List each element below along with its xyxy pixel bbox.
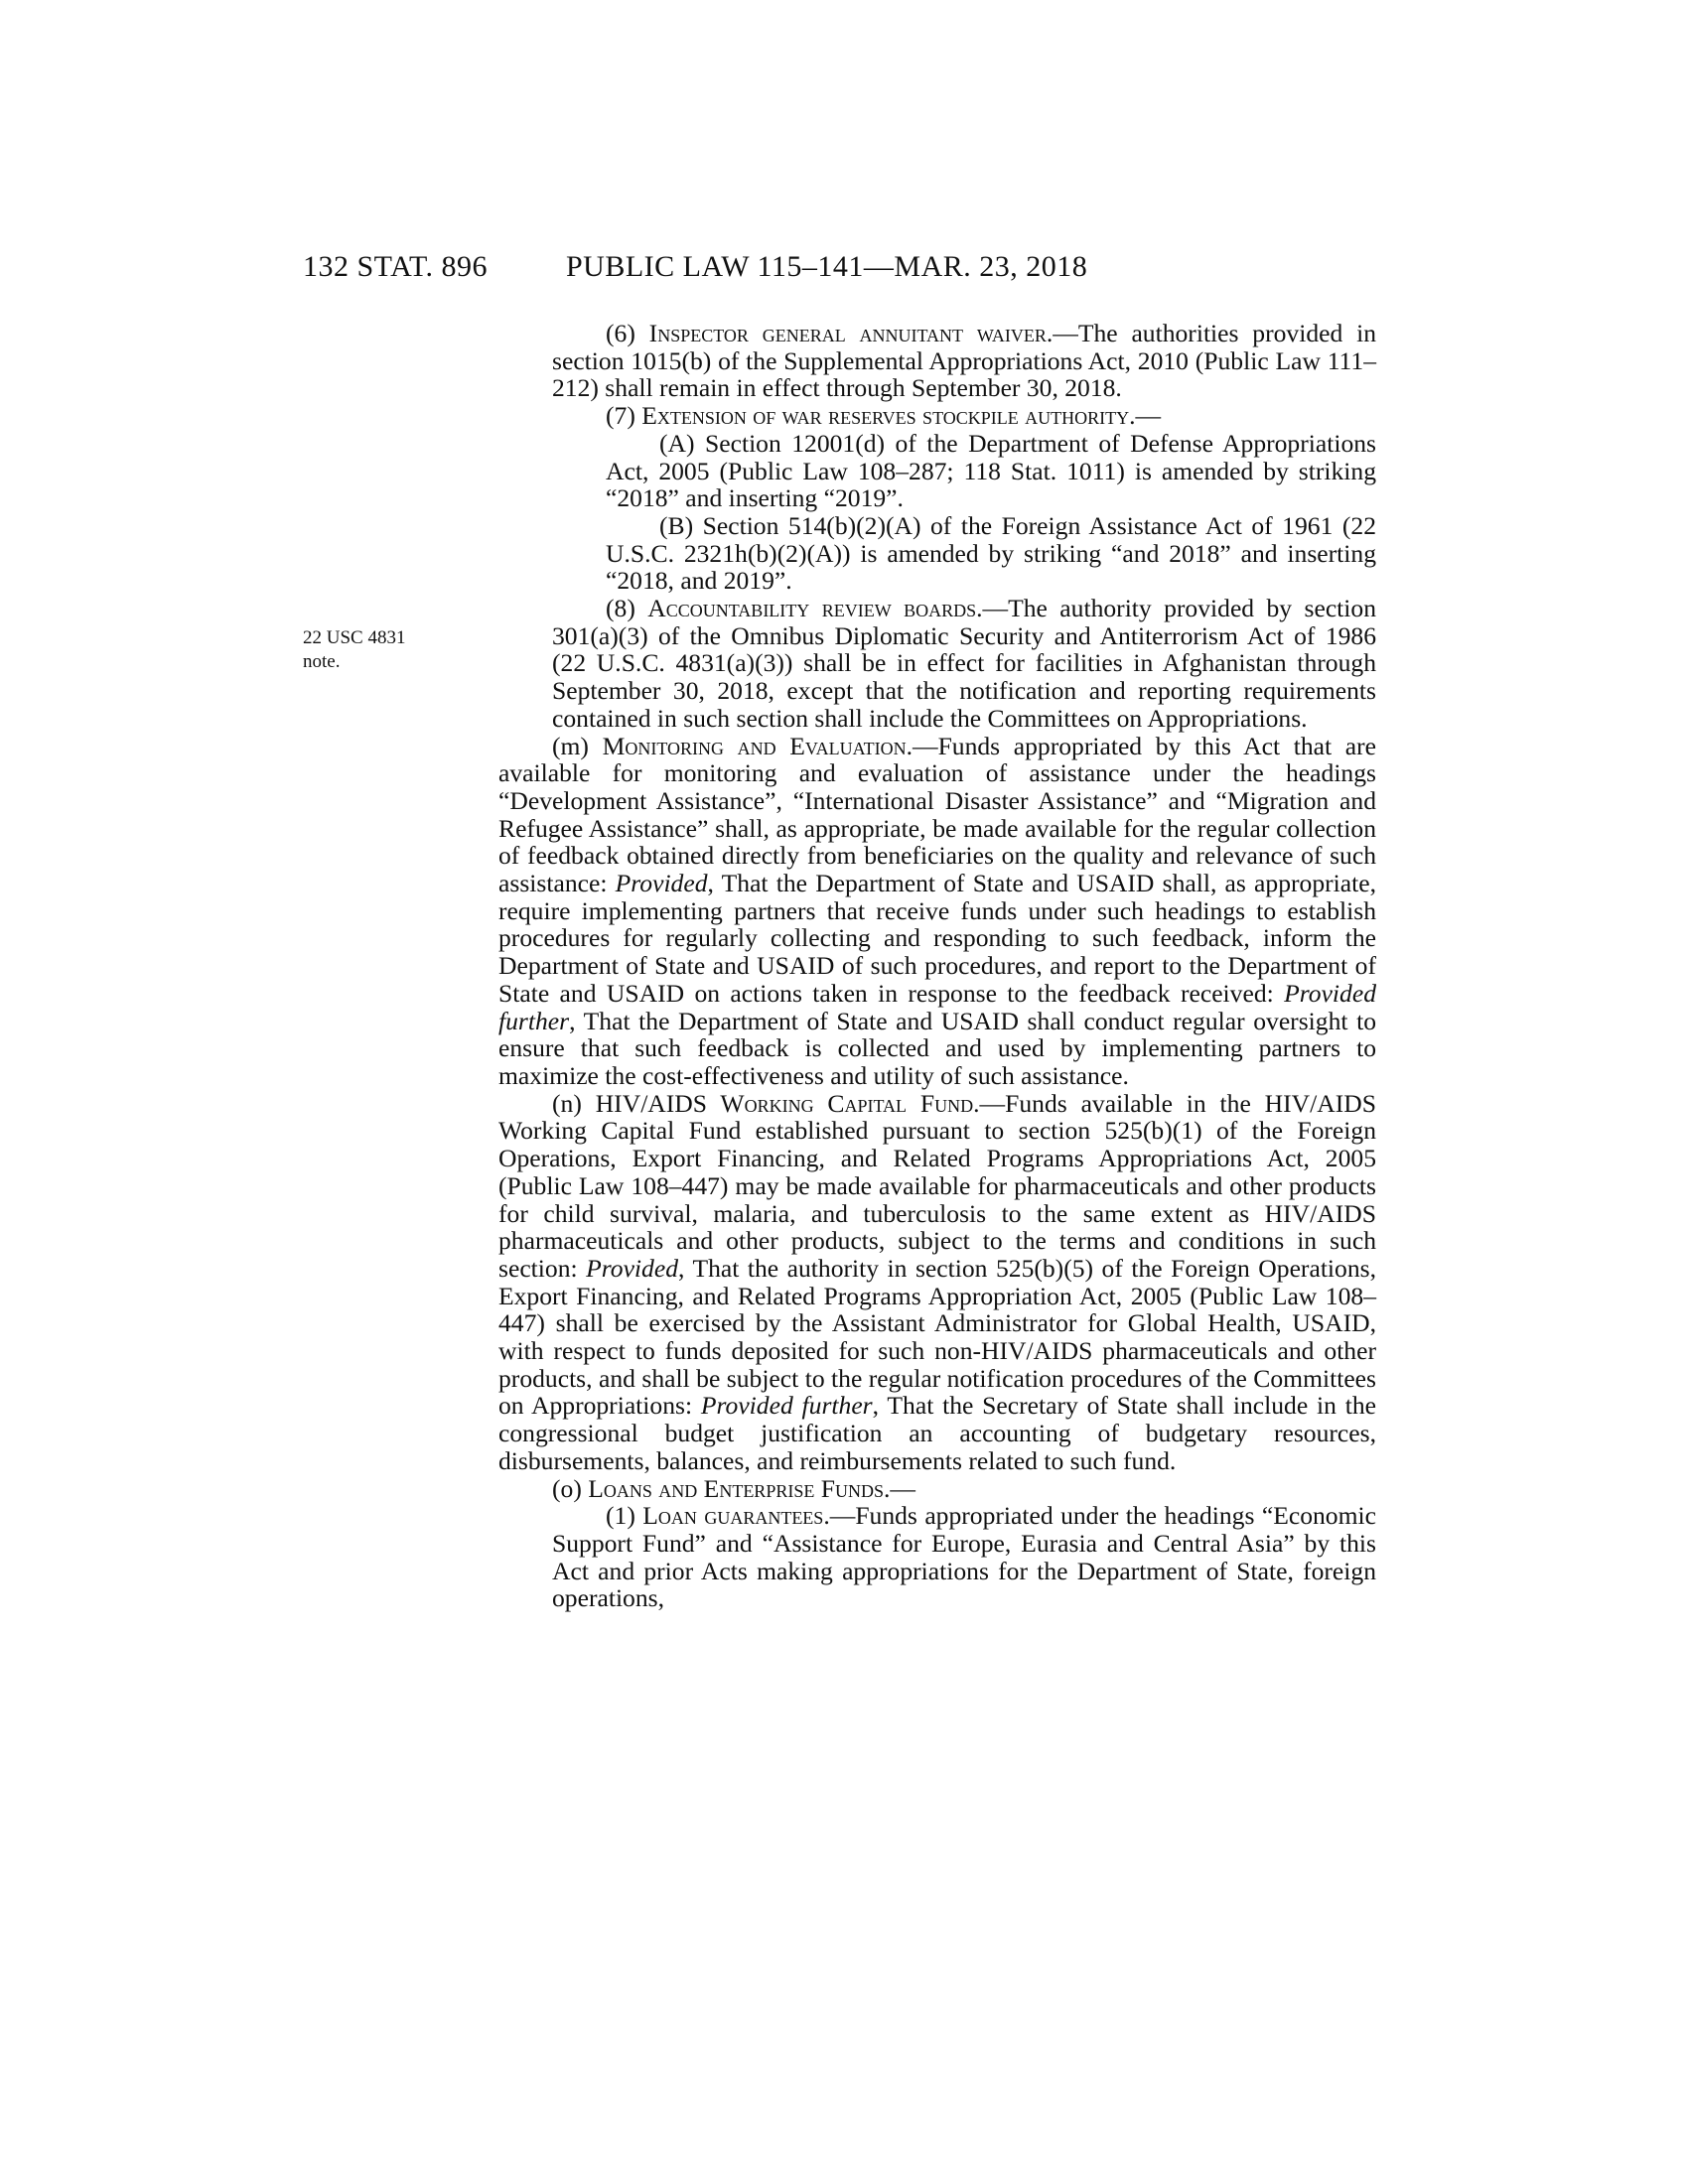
margin-note-line-1: 22 USC 4831	[303, 627, 406, 648]
running-head: PUBLIC LAW 115–141—MAR. 23, 2018	[566, 250, 1088, 283]
subsection-number: (n)	[552, 1088, 596, 1118]
subparagraph-7a	[498, 430, 1376, 512]
subsection-text: —Funds appropriated by this Act that are available for monitoring and evaluation of assistance under the headings “Development Assistance”, “International Disaster Assistance” and “Migration and Refugee Assistance” shall, as appropriate, be made available for the regular collection of feedback obtained directly from beneficiaries on the quality and relevance of such assistance:	[498, 731, 1376, 898]
paragraph-text: —Funds appropriated under the headings “Economic Support Fund” and “Assistance for Europe, Eurasia and Central Asia” by this Act and prior Acts making appropriations for the Department of State, foreign operations,	[552, 1501, 1376, 1613]
paragraph-text: (A) Section 12001(d) of the Department of Defense Appropriations Act, 2005 (Public Law 108–287; 118 Stat. 1011) is amended by striking “2018” and inserting “2019”.	[606, 428, 1376, 513]
page-header	[0, 250, 1688, 290]
subsection-number: (m)	[552, 731, 603, 760]
proviso-italic: Provided further	[700, 1391, 873, 1421]
subsection-heading: HIV/AIDS Working Capital Fund.	[595, 1088, 980, 1118]
subsection-o	[498, 1475, 1376, 1503]
margin-note-line-2: note.	[303, 651, 341, 672]
paragraph-number: (7)	[606, 401, 642, 431]
paragraph-heading: Accountability review boards.	[647, 594, 983, 623]
subsection-text: , That the Department of State and USAID shall conduct regular oversight to ensure that such feedback is collected and used by implementing partners to maximize the cost-effectiveness and utility of such assistance.	[498, 1006, 1376, 1090]
subsection-text: —	[890, 1473, 915, 1503]
paragraph-heading: Extension of war reserves stockpile authority.	[641, 401, 1136, 431]
subsection-n	[498, 1090, 1376, 1475]
paragraph-number: (8)	[606, 594, 648, 623]
paragraph-number: (1)	[606, 1501, 643, 1531]
paragraph-text: —The authority provided by section 301(a)(3) of the Omnibus Diplomatic Security and Antiterrorism Act of 1986 (22 U.S.C. 4831(a)(3)) shall be in effect for facilities in Afghanistan through September 30, 2018, except that the notification and reporting requirements contained in such section shall include the Committees on Appropriations.	[552, 594, 1376, 733]
paragraph-number: (6)	[606, 319, 649, 347]
paragraph-8	[498, 595, 1376, 733]
proviso-italic: Provided further	[498, 978, 1376, 1035]
paragraph-heading: Inspector general annuitant waiver.	[648, 319, 1054, 347]
paragraph-o-1	[498, 1502, 1376, 1612]
subparagraph-7b	[498, 512, 1376, 595]
paragraph-7	[498, 402, 1376, 430]
paragraph-heading: Loan guarantees.	[642, 1501, 830, 1531]
margin-note	[303, 626, 442, 674]
stat-page-citation: 132 STAT. 896	[303, 250, 489, 283]
subsection-text: , That the Department of State and USAID shall, as appropriate, require implementing partners that receive funds under such headings to establish procedures for regularly collecting and responding to such feedback, inform the Department of State and USAID of such procedures, and report to the Department of State and USAID on actions taken in response to the feedback received:	[498, 869, 1376, 1008]
subsection-heading: Loans and Enterprise Funds.	[588, 1473, 891, 1503]
subsection-number: (o)	[552, 1473, 589, 1503]
subsection-text: , That the Secretary of State shall include in the congressional budget justification an accounting of budgetary resources, disbursements, balances, and reimbursements related to such fund.	[498, 1391, 1376, 1475]
subsection-m	[498, 733, 1376, 1090]
proviso-italic: Provided	[615, 869, 708, 898]
paragraph-text: —	[1135, 401, 1162, 431]
proviso-italic: Provided	[586, 1253, 678, 1283]
paragraph-6	[498, 320, 1376, 402]
subsection-text: —Funds available in the HIV/AIDS Working Capital Fund established pursuant to section 525(b)(1) of the Foreign Operations, Export Financing, and Related Programs Appropriations Act, 2005 (Public Law 108–447) may be made available for pharmaceuticals and other products for child survival, malaria, and tuberculosis to the same extent as HIV/AIDS pharmaceuticals and other products, subject to the terms and conditions in such section:	[498, 1088, 1376, 1283]
paragraph-text: (B) Section 514(b)(2)(A) of the Foreign Assistance Act of 1961 (22 U.S.C. 2321h(b)(2)(A)) is amended by striking “and 2018” and inserting “2018, and 2019”.	[606, 510, 1376, 596]
subsection-heading: Monitoring and Evaluation.	[602, 731, 913, 760]
paragraph-text: —The authorities provided in section 1015(b) of the Supplemental Appropriations Act, 2010 (Public Law 111–212) shall remain in effect through September 30, 2018.	[552, 319, 1376, 403]
statute-body	[498, 320, 1376, 1612]
subsection-text: , That the authority in section 525(b)(5) of the Foreign Operations, Export Financing, and Related Programs Appropriation Act, 2005 (Public Law 108–447) shall be exercised by the Assistant Administrator for Global Health, USAID, with respect to funds deposited for such non-HIV/AIDS pharmaceuticals and other products, and shall be subject to the regular notification procedures of the Committees on Appropriations:	[498, 1253, 1376, 1421]
